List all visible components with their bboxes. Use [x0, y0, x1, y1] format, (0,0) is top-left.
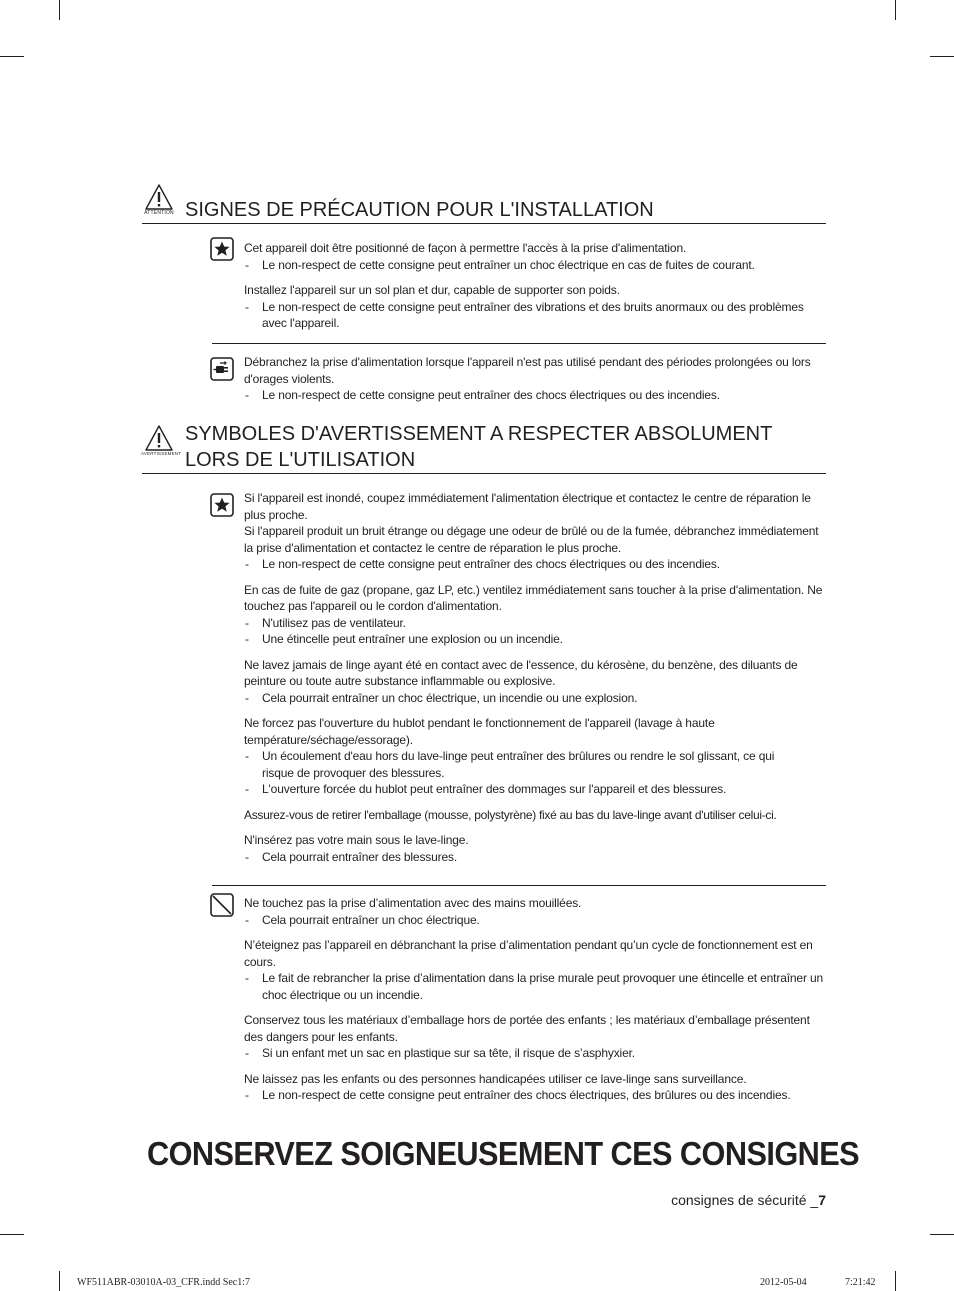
consequence-item: - Si un enfant met un sac en plastique sur sa tête, il risque de s’asphyxier.	[245, 1046, 635, 1060]
group-divider	[212, 885, 826, 886]
crop-mark	[895, 0, 896, 20]
instruction-text: Cet appareil doit être positionné de façon à permettre l'accès à la prise d'alimentation.	[244, 241, 687, 255]
group-divider	[212, 343, 826, 344]
crop-mark	[0, 56, 24, 57]
avertissement-caption: AVERTISSEMENT	[141, 451, 182, 456]
crop-mark	[59, 1271, 60, 1291]
attention-warning-icon	[141, 184, 177, 216]
page-number: 7	[818, 1192, 826, 1208]
instruction-text: Ne lavez jamais de linge ayant été en contact avec de l'essence, du kérosène, du benzène, des diluants de peinture ou toute autre substance inflammable ou explosive.	[244, 657, 798, 688]
consequence-item: - Le fait de rebrancher la prise d’alimentation dans la prise murale peut provoquer une étincelle et entraîner un choc électrique ou un incendie.	[245, 971, 824, 1002]
consequence-item: - Le non-respect de cette consigne peut entraîner des chocs électriques, des brûlures ou des incendies.	[245, 1088, 791, 1102]
instruction-text: Installez l'appareil sur un sol plan et dur, capable de supporter son poids.	[244, 283, 620, 297]
section-title-line-2: LORS DE L'UTILISATION	[185, 449, 416, 471]
consequence-item: - L'ouverture forcée du hublot peut entraîner des dommages sur l'appareil et des blessures.	[245, 782, 727, 796]
section-title-rule	[142, 223, 826, 224]
consequence-item: - N'utilisez pas de ventilateur.	[245, 615, 406, 630]
instruction-text: N'insérez pas votre main sous le lave-linge.	[244, 833, 469, 847]
star-in-box-icon	[210, 493, 234, 517]
instruction-text: En cas de fuite de gaz (propane, gaz LP, etc.) ventilez immédiatement sans toucher à la prise d'alimentation. Ne touchez pas l'appareil ou le cordon d'alimentation.	[244, 582, 823, 613]
consequence-item: - Cela pourrait entraîner un choc électrique, un incendie ou une explosion.	[245, 690, 638, 705]
prohibited-slash-icon	[210, 893, 234, 917]
instruction-text: Si l'appareil est inondé, coupez immédiatement l'alimentation électrique et contactez le centre de réparation le plus proche.	[244, 491, 811, 522]
slug-time: 7:21:42	[845, 1277, 876, 1288]
instruction-text: Si l'appareil produit un bruit étrange ou dégage une odeur de brûlé ou de la fumée, débranchez immédiatement la prise d'alimentation et contactez le centre de réparation le plus proche.	[244, 524, 819, 555]
consequence-item: - Le non-respect de cette consigne peut entraîner un choc électrique en cas de fuites de courant.	[245, 257, 755, 272]
consequence-item: - Le non-respect de cette consigne peut entraîner des chocs électriques ou des incendies.	[245, 388, 720, 402]
slug-file: WF511ABR-03010A-03_CFR.indd Sec1:7	[77, 1277, 250, 1288]
section-title: SIGNES DE PRÉCAUTION POUR L'INSTALLATION	[185, 199, 654, 221]
instruction-group	[244, 895, 828, 1104]
instruction-group	[244, 240, 828, 332]
crop-mark	[0, 1234, 24, 1235]
consequence-item: - Cela pourrait entraîner des blessures.	[245, 849, 458, 864]
page-footer	[671, 1191, 826, 1209]
main-title: CONSERVEZ SOIGNEUSEMENT CES CONSIGNES	[147, 1135, 860, 1172]
instruction-group	[244, 354, 828, 404]
consequence-item: - Cela pourrait entraîner un choc électrique.	[245, 912, 480, 927]
consequence-item: - Un écoulement d'eau hors du lave-linge peut entraîner des brûlures ou rendre le sol glissant, ce qui risque de provoquer des blessures.	[245, 749, 775, 780]
consequence-item: - Une étincelle peut entraîner une explosion ou un incendie.	[245, 632, 563, 646]
star-in-box-icon	[210, 237, 234, 261]
crop-mark	[59, 0, 60, 20]
section-label: consignes de sécurité _	[671, 1192, 819, 1208]
consequence-item: - Le non-respect de cette consigne peut entraîner des vibrations et des bruits anormaux ou des problèmes avec l'appareil.	[245, 299, 804, 330]
instruction-text: Conservez tous les matériaux d’emballage hors de portée des enfants ; les matériaux d’emballage présentent des dangers pour les enfants.	[244, 1013, 810, 1044]
instruction-text: Débranchez la prise d'alimentation lorsque l'appareil n'est pas utilisé pendant des périodes prolongées ou lors d'orages violents.	[244, 355, 811, 386]
crop-mark	[930, 1234, 954, 1235]
instruction-text: Ne forcez pas l'ouverture du hublot pendant le fonctionnement de l'appareil (lavage à haute température/séchage/essorage).	[244, 716, 715, 747]
instruction-text: Ne touchez pas la prise d’alimentation avec des mains mouillées.	[244, 896, 582, 910]
section-title-rule	[142, 473, 826, 474]
crop-mark	[930, 56, 954, 57]
instruction-text: Assurez-vous de retirer l'emballage (mousse, polystyrène) fixé au bas du lave-linge avant d'utiliser celui-ci.	[244, 807, 777, 822]
crop-mark	[895, 1271, 896, 1291]
avertissement-warning-icon	[141, 425, 182, 457]
instruction-text: Ne laissez pas les enfants ou des personnes handicapées utiliser ce lave-linge sans surveillance.	[244, 1071, 747, 1086]
instruction-text: N’éteignez pas l’appareil en débranchant la prise d’alimentation pendant qu’un cycle de fonctionnement est en cours.	[244, 938, 813, 969]
unplug-icon	[210, 357, 234, 381]
section-title-line-1: SYMBOLES D'AVERTISSEMENT A RESPECTER ABSOLUMENT	[185, 423, 773, 445]
slug-date: 2012-05-04	[760, 1277, 807, 1288]
consequence-item: - Le non-respect de cette consigne peut entraîner des chocs électriques ou des incendies.	[245, 557, 720, 571]
attention-caption: ATTENTION	[144, 210, 174, 216]
instruction-group	[244, 490, 828, 865]
